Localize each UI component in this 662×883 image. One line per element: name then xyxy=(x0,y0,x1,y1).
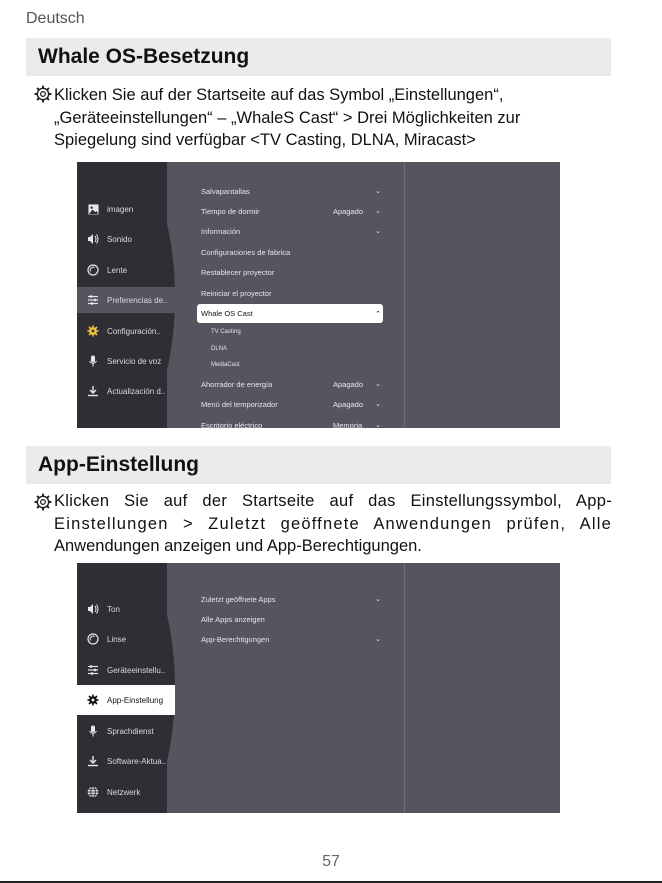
menu-item-reiniciar-proyector[interactable]: Reiniciar el proyector xyxy=(201,288,272,298)
nav-item-imagen[interactable]: imagen xyxy=(77,196,175,222)
section-title: Whale OS-Besetzung xyxy=(38,45,250,68)
menu-item-escritorio-electrico[interactable]: Escritorio eléctrico Memoria ⌄ xyxy=(201,417,383,428)
instruction-line: „Geräteeinstellungen“ – „WhaleS Cast“ > Drei Möglichkeiten zur xyxy=(54,108,521,127)
download-icon xyxy=(87,755,99,767)
menu-item-app-berechtigungen[interactable]: App-Berechtigungen ⌄ xyxy=(201,631,383,647)
menu-item-menu-del-temporizador[interactable]: Menú del temporizador Apagado ⌄ xyxy=(201,396,383,412)
submenu-item-mediacast[interactable]: MediaCast xyxy=(211,362,240,368)
nav-item-preferencias[interactable]: Preferencias de.. xyxy=(77,287,175,313)
chevron-down-icon: ⌄ xyxy=(375,188,381,195)
chevron-down-icon: ⌄ xyxy=(375,636,381,643)
instruction-line: Klicken Sie auf der Startseite auf das Einstellungssymbol, App- xyxy=(54,492,612,510)
preferences-icon xyxy=(87,294,99,306)
chevron-down-icon: ⌄ xyxy=(375,596,381,603)
nav-item-netzwerk[interactable]: Netzwerk xyxy=(77,779,175,805)
menu-item-restablecer-proyector[interactable]: Restablecer proyector xyxy=(201,267,275,277)
instruction-line: Einstellungen > Zuletzt geöffnete Anwendungen prüfen, Alle xyxy=(54,514,612,533)
settings-icon xyxy=(87,325,99,337)
settings-screenshot-2 xyxy=(77,563,560,813)
menu-item-informacion[interactable]: Información ⌄ xyxy=(201,223,383,239)
sound-icon xyxy=(87,603,99,615)
menu-item-zuletzt-geoeffnete-apps[interactable]: Zuletzt geöffnete Apps ⌄ xyxy=(201,591,383,607)
microphone-icon xyxy=(87,725,99,737)
settings-icon xyxy=(87,694,99,706)
language-label: Deutsch xyxy=(26,10,85,27)
menu-item-configuraciones-de-fabrica[interactable]: Configuraciones de fabrica xyxy=(201,247,291,257)
sound-icon xyxy=(87,233,99,245)
image-icon xyxy=(88,204,99,215)
nav-item-lente[interactable]: Lente xyxy=(77,257,175,283)
nav-item-app-einstellung[interactable]: App-Einstellung xyxy=(77,685,175,715)
chevron-down-icon: ⌄ xyxy=(375,401,381,408)
instruction-whale-os xyxy=(34,84,612,152)
chevron-down-icon: ⌄ xyxy=(375,381,381,388)
menu-item-tiempo-de-dormir[interactable]: Tiempo de dormir Apagado ⌄ xyxy=(201,203,383,219)
device-settings-icon xyxy=(87,664,99,676)
chevron-down-icon: ⌄ xyxy=(375,422,381,428)
settings-icon xyxy=(34,85,52,103)
chevron-down-icon: ⌄ xyxy=(375,228,381,235)
instruction-app-einstellung xyxy=(34,490,612,558)
section-header-whale-os xyxy=(26,38,611,76)
nav-item-sprachdienst[interactable]: Sprachdienst xyxy=(77,718,175,744)
section-title: App-Einstellung xyxy=(38,453,199,476)
lens-icon xyxy=(87,633,99,645)
page-number: 57 xyxy=(322,853,340,870)
nav-item-configuracion[interactable]: Configuración.. xyxy=(77,318,175,344)
nav-item-software-aktualisierung[interactable]: Software-Aktua.. xyxy=(77,748,175,774)
nav-item-sonido[interactable]: Sonido xyxy=(77,226,175,252)
lens-icon xyxy=(87,264,99,276)
nav-item-ton[interactable]: Ton xyxy=(77,596,175,622)
nav-item-actualizacion[interactable]: Actualización d.. xyxy=(77,378,175,404)
settings-screenshot-1 xyxy=(77,162,560,428)
globe-icon xyxy=(87,786,99,798)
instruction-line: Anwendungen anzeigen und App-Berechtigungen. xyxy=(54,537,422,555)
chevron-up-icon: ⌃ xyxy=(375,310,381,318)
nav-item-geraeteeinstellungen[interactable]: Geräteeinstellu.. xyxy=(77,657,175,683)
menu-item-alle-apps-anzeigen[interactable]: Alle Apps anzeigen xyxy=(201,614,265,624)
submenu-item-tv-casting[interactable]: TV Casting xyxy=(211,329,241,335)
menu-item-salvapantallas[interactable]: Salvapantallas ⌄ xyxy=(201,183,383,199)
menu-item-whale-os-cast[interactable]: Whale OS Cast ⌃ xyxy=(197,304,383,323)
instruction-line: Spiegelung sind verfügbar <TV Casting, DLNA, Miracast> xyxy=(54,131,476,149)
chevron-down-icon: ⌄ xyxy=(375,208,381,215)
settings-icon xyxy=(34,493,52,511)
nav-item-linse[interactable]: Linse xyxy=(77,626,175,652)
instruction-line: Klicken Sie auf der Startseite auf das Symbol „Einstellungen“, xyxy=(54,86,504,104)
section-header-app-einstellung xyxy=(26,446,611,484)
microphone-icon xyxy=(87,355,99,367)
menu-item-ahorrador-de-energia[interactable]: Ahorrador de energía Apagado ⌄ xyxy=(201,376,383,392)
nav-item-servicio-de-voz[interactable]: Servicio de voz xyxy=(77,348,175,374)
submenu-item-dlna[interactable]: DLNA xyxy=(211,346,228,352)
download-icon xyxy=(87,385,99,397)
